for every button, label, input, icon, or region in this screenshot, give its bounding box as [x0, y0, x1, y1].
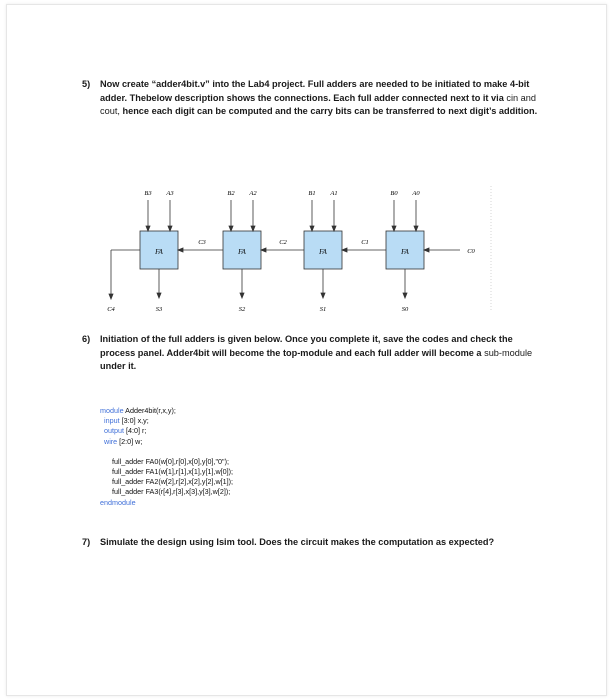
question-7-number: 7) [82, 537, 91, 547]
label-c2: C2 [279, 239, 287, 246]
label-c0: C0 [467, 248, 475, 255]
label-b0: B0 [390, 190, 398, 197]
label-a2: A2 [249, 190, 257, 197]
question-6 [82, 333, 542, 374]
question-6-text: Initiation of the full adders is given below. Once you complete it, save the codes and check the process panel. Adder4bit will become the top-module and each full adder will become a sub-module under it. [100, 334, 533, 371]
code-line-wire: wire [2:0] w; [104, 436, 143, 446]
code-line-fa3: full_adder FA3(r[4],r[3],x[3],y[3],w[2]); [112, 487, 231, 497]
fa-block-3 [140, 231, 178, 269]
label-s1: S1 [319, 306, 327, 313]
question-5-number: 5) [82, 79, 91, 89]
label-s2: S2 [238, 306, 246, 313]
code-line-input: input [3:0] x,y; [104, 416, 149, 426]
fa-block-1 [304, 231, 342, 269]
label-c3: C3 [198, 239, 206, 246]
label-b3: B3 [144, 190, 152, 197]
adder-diagram [105, 186, 495, 314]
code-line-endmodule: endmodule [100, 497, 136, 507]
label-a3: A3 [166, 190, 174, 197]
label-b2: B2 [227, 190, 235, 197]
question-5 [82, 78, 542, 119]
verilog-code-block [100, 406, 233, 508]
svg-text:FA: FA [155, 248, 163, 256]
question-7 [82, 536, 542, 550]
question-7-text: Simulate the design using Isim tool. Does the circuit makes the computation as expected? [100, 537, 495, 547]
fa-block-0 [386, 231, 424, 269]
label-s3: S3 [155, 306, 163, 313]
fa-block-2 [223, 231, 261, 269]
label-b1: B1 [308, 190, 316, 197]
svg-text:FA: FA [401, 248, 409, 256]
code-line-fa2: full_adder FA2(w[2],r[2],x[2],y[2],w[1]); [112, 477, 234, 487]
question-5-text: Now create “adder4bit.v” into the Lab4 project. Full adders are needed to be initiated to make 4-bit adder. Thebelow description shows the connections. Each full adder connected next to it via cin and cout, hence each digit can be computed and the carry bits can be transferred to next digit’s addition. [100, 79, 538, 116]
code-line-fa0: full_adder FA0(w[0],r[0],x[0],y[0],"0"); [112, 456, 229, 466]
label-s0: S0 [401, 306, 409, 313]
label-a1: A1 [330, 190, 338, 197]
code-line-output: output [4:0] r; [104, 426, 147, 436]
label-c1: C1 [361, 239, 369, 246]
svg-text:FA: FA [319, 248, 327, 256]
code-line-module: module Adder4bit(r,x,y); [100, 406, 176, 415]
svg-text:FA: FA [238, 248, 246, 256]
label-c4: C4 [107, 306, 115, 313]
question-6-number: 6) [82, 334, 91, 344]
label-a0: A0 [412, 190, 420, 197]
code-line-fa1: full_adder FA1(w[1],r[1],x[1],y[1],w[0]); [112, 467, 234, 477]
